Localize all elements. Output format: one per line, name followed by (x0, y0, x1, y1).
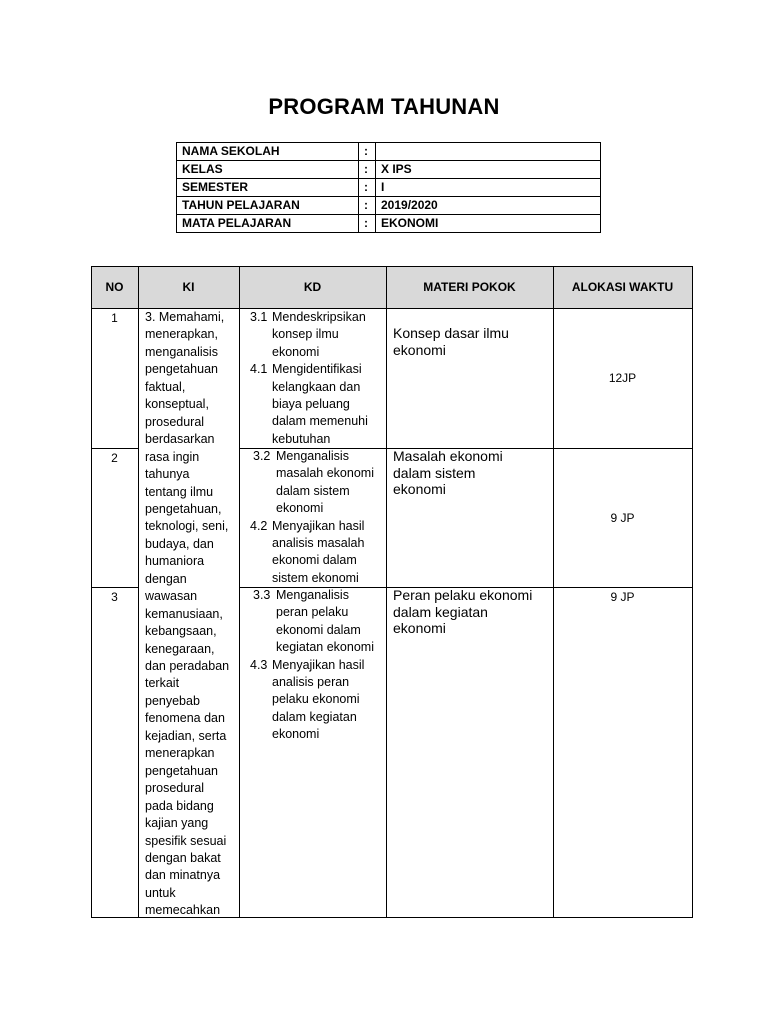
header-ki: KI (182, 280, 195, 294)
ki-line: faktual, (145, 379, 186, 394)
materi-line: ekonomi (393, 341, 446, 358)
kd-number: 4.2 (250, 518, 268, 533)
ki-line: spesifik sesuai (145, 833, 227, 848)
alokasi-waktu: 9 JP (610, 511, 635, 525)
header-alokasi-waktu: ALOKASI WAKTU (571, 280, 674, 294)
identity-row-tahun-pelajaran (176, 196, 601, 214)
kd-line: Menganalisis (276, 449, 349, 463)
identity-label: MATA PELAJARAN (182, 216, 292, 230)
ki-line: menerapkan, (145, 327, 218, 342)
ki-line: prosedural (145, 781, 205, 796)
kd-number: 4.1 (250, 362, 268, 377)
kd-line: ekonomi (272, 727, 320, 742)
kd-line: dalam kegiatan (272, 709, 357, 724)
identity-label: KELAS (182, 162, 223, 176)
materi-line: Masalah ekonomi (393, 448, 503, 464)
materi-line: dalam kegiatan (393, 603, 488, 620)
identity-separator: : (364, 198, 368, 212)
kd-number: 3.1 (250, 310, 268, 324)
ki-line: wawasan (145, 589, 198, 604)
ki-line: kejadian, serta (145, 728, 227, 743)
kd-line: kebutuhan (272, 431, 331, 446)
identity-row-kelas (176, 160, 601, 178)
ki-line: konseptual, (145, 397, 209, 412)
header-kd: KD (303, 280, 322, 294)
kd-line: ekonomi dalam (276, 622, 361, 637)
ki-line: kemanusiaan, (145, 606, 223, 621)
ki-line: penyebab (145, 693, 200, 708)
ki-line: dan peradaban (145, 659, 230, 673)
kd-line: Menganalisis (276, 588, 349, 602)
kd-line: analisis masalah (272, 536, 365, 550)
identity-row-mata-pelajaran (176, 214, 601, 232)
ki-line: rasa ingin (145, 449, 200, 464)
kd-line: sistem ekonomi (272, 570, 359, 585)
kd-line: kelangkaan dan (272, 379, 361, 394)
materi-line: dalam sistem (393, 464, 476, 481)
materi-line: Konsep dasar ilmu (393, 325, 509, 341)
kd-line: analisis peran (272, 675, 350, 689)
kd-line: ekonomi dalam (272, 553, 357, 568)
kd-line: Menyajikan hasil (272, 518, 365, 533)
row-number: 2 (111, 451, 118, 465)
ki-line: dengan (145, 571, 187, 586)
materi-line: Peran pelaku ekonomi (393, 587, 533, 603)
ki-line: berdasarkan (145, 432, 215, 447)
identity-label: NAMA SEKOLAH (182, 144, 280, 158)
ki-line: humaniora (145, 554, 205, 569)
ki-line: budaya, dan (145, 536, 214, 551)
kd-line: masalah ekonomi (276, 466, 374, 481)
ki-line: tahunya (145, 467, 190, 482)
identity-value: 2019/2020 (381, 198, 438, 212)
kd-line: Mengidentifikasi (272, 362, 362, 377)
ki-line: prosedural (145, 414, 205, 429)
ki-line: fenomena dan (145, 711, 225, 726)
header-materi-pokok: MATERI POKOK (423, 280, 516, 294)
identity-value: X IPS (381, 162, 412, 176)
ki-line: dan minatnya (145, 868, 221, 883)
ki-line: pengetahuan (145, 763, 218, 778)
kd-line: biaya peluang (272, 397, 350, 411)
identity-label: TAHUN PELAJARAN (182, 198, 300, 212)
materi-line: ekonomi (393, 620, 446, 637)
kd-number: 4.3 (250, 657, 268, 672)
page-title: PROGRAM TAHUNAN (268, 94, 500, 119)
identity-row-nama-sekolah (176, 142, 601, 160)
ki-line: kenegaraan, (145, 641, 215, 656)
ki-line: pada bidang (145, 798, 214, 813)
kd-number: 3.2 (253, 449, 271, 463)
kd-line: kegiatan ekonomi (276, 640, 374, 655)
ki-line: tentang ilmu (145, 484, 214, 499)
materi-line: ekonomi (393, 481, 446, 498)
ki-line: menerapkan (145, 746, 215, 761)
row-number: 3 (111, 590, 118, 604)
ki-line: 3. Memahami, (145, 310, 225, 324)
kd-number: 3.3 (253, 588, 271, 602)
header-no: NO (105, 280, 124, 294)
identity-separator: : (364, 144, 368, 158)
ki-line: pengetahuan (145, 362, 218, 377)
kd-line: ekonomi (272, 344, 320, 359)
kd-line: peran pelaku (276, 605, 349, 620)
kd-line: pelaku ekonomi (272, 692, 360, 707)
alokasi-waktu: 9 JP (610, 590, 635, 604)
ki-line: dengan bakat (145, 850, 221, 865)
identity-separator: : (364, 216, 368, 230)
ki-line: untuk (145, 885, 176, 900)
ki-line: kebangsaan, (145, 624, 217, 639)
alokasi-waktu: 12JP (608, 371, 637, 385)
row-number: 1 (111, 311, 118, 325)
kd-line: Menyajikan hasil (272, 657, 365, 672)
identity-table (176, 142, 601, 233)
ki-line: teknologi, seni, (145, 519, 229, 534)
kd-line: Mendeskripsikan (272, 310, 366, 324)
kd-line: dalam sistem (276, 483, 350, 498)
ki-line: terkait (145, 676, 180, 691)
kd-line: ekonomi (276, 501, 324, 516)
ki-line: pengetahuan, (145, 501, 222, 516)
identity-value: EKONOMI (381, 216, 439, 230)
ki-line: menganalisis (145, 344, 218, 359)
identity-separator: : (364, 162, 368, 176)
identity-value: I (381, 180, 385, 194)
kd-line: konsep ilmu (272, 327, 339, 342)
ki-line: memecahkan (145, 903, 221, 918)
identity-row-semester (176, 178, 601, 196)
kd-line: dalam memenuhi (272, 414, 368, 429)
identity-separator: : (364, 180, 368, 194)
identity-label: SEMESTER (182, 180, 249, 194)
ki-line: kajian yang (145, 816, 209, 831)
